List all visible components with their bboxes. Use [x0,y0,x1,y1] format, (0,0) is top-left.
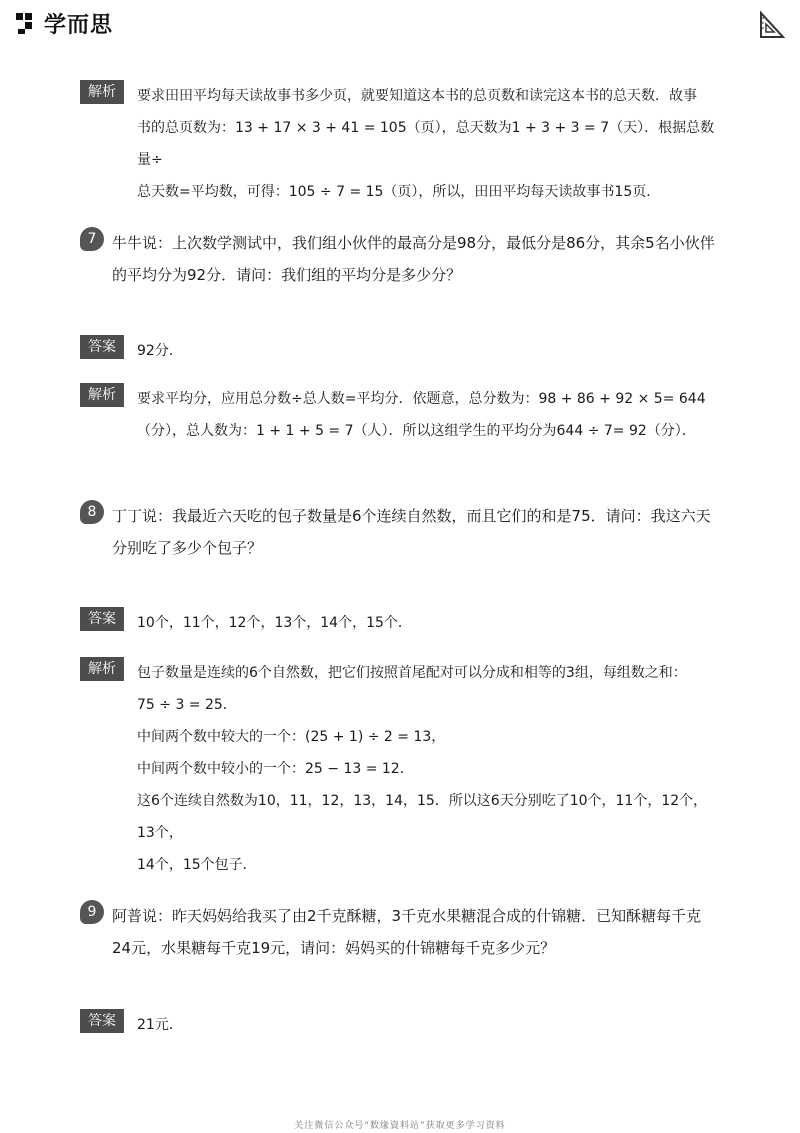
question-line: 牛牛说：上次数学测试中，我们组小伙伴的最高分是98分，最低分是86分，其余5名小伙伴 [112,234,715,252]
answer-tag: 答案 [80,607,124,631]
analysis-tag: 解析 [80,80,124,104]
question-line: 的平均分为92分．请问：我们组的平均分是多少分？ [112,266,462,284]
analysis-tag: 解析 [80,657,124,681]
question-text [112,227,720,291]
answer-line: 10个，11个，12个，13个，14个，15个． [137,615,412,631]
answer-text [137,335,720,367]
analysis-text [137,657,720,881]
answer-text [137,607,720,639]
page-header [0,0,800,46]
q8-answer-block [80,607,720,639]
q9-answer-block [80,1009,720,1041]
answer-line: 92分． [137,343,183,359]
q7-analysis-block [80,383,720,447]
question-number-badge: 9 [80,900,104,924]
answer-tag: 答案 [80,335,124,359]
analysis-line: 包子数量是连续的6个自然数，把它们按照首尾配对可以分成和相等的3组，每组数之和： [137,665,687,681]
question-line: 阿普说：昨天妈妈给我买了由2千克酥糖，3千克水果糖混合成的什锦糖．已知酥糖每千克 [112,907,702,925]
answer-line: 21元． [137,1017,183,1033]
analysis-line: 14个，15个包子． [137,857,257,873]
question-text [112,900,720,964]
analysis-line: 书的总页数为：13 + 17 × 3 + 41 = 105（页），总天数为1 + 3 + 3 = 7（天）．根据总数量÷ [137,120,715,168]
analysis-line: 要求田田平均每天读故事书多少页，就要知道这本书的总页数和读完这本书的总天数．故事 [137,88,697,104]
brand-name: 学而思 [44,12,114,38]
ruler-triangle-icon [758,10,786,40]
analysis-line: 总天数=平均数，可得：105 ÷ 7 = 15（页），所以，田田平均每天读故事书15页． [137,184,661,200]
question-text [112,500,720,564]
brand-logo-icon [14,10,40,36]
sec6-analysis-block [80,80,720,208]
analysis-line: 要求平均分，应用总分数÷总人数=平均分．依题意，总分数为：98 + 86 + 92 × 5= 644 [137,391,706,407]
question-line: 24元，水果糖每千克19元，请问：妈妈买的什锦糖每千克多少元？ [112,939,556,957]
analysis-line: 75 ÷ 3 = 25． [137,697,237,713]
analysis-line: 中间两个数中较大的一个：(25 + 1) ÷ 2 = 13， [137,729,446,745]
question-line: 分别吃了多少个包子？ [112,539,263,557]
question-line: 丁丁说：我最近六天吃的包子数量是6个连续自然数，而且它们的和是75．请问：我这六天 [112,507,711,525]
question-7 [80,227,720,291]
analysis-text [137,80,720,208]
footer-watermark-text: 关注微信公众号“数缘資料站”获取更多学习资料 [294,1121,506,1131]
question-8 [80,500,720,564]
analysis-tag: 解析 [80,383,124,407]
q8-analysis-block [80,657,720,881]
analysis-text [137,383,720,447]
analysis-line: 这6个连续自然数为10，11，12，13，14，15．所以这6天分别吃了10个，11个，12个，13个， [137,793,708,841]
question-number-badge: 8 [80,500,104,524]
analysis-line: 中间两个数中较小的一个：25 − 13 = 12． [137,761,414,777]
brand-logo [14,8,113,38]
answer-text [137,1009,720,1041]
analysis-line: （分），总人数为：1 + 1 + 5 = 7（人）．所以这组学生的平均分为644 ÷ 7= 92（分）． [137,423,696,439]
question-9 [80,900,720,964]
answer-tag: 答案 [80,1009,124,1033]
question-number-badge: 7 [80,227,104,251]
q7-answer-block [80,335,720,367]
